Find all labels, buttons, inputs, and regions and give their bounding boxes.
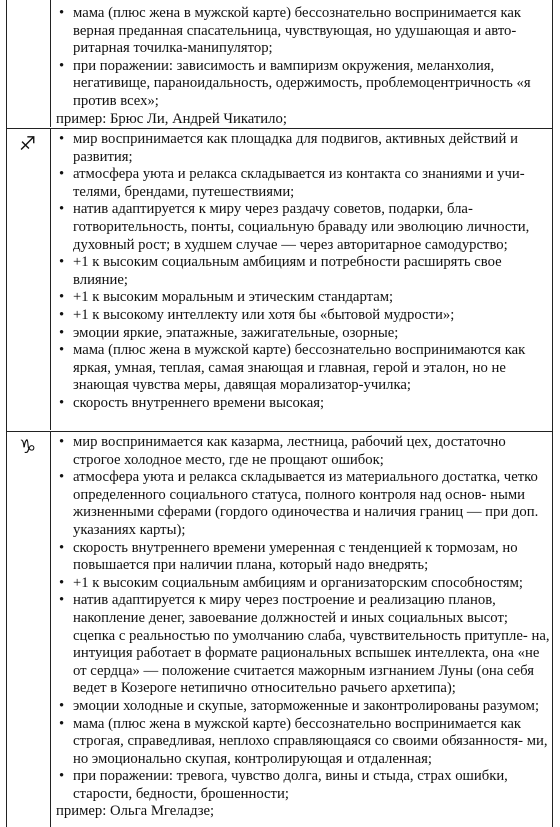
content-cell: [58, 5, 551, 128]
list-item: • мир воспринимается как площадка для подвигов, активных действий и развития;: [59, 131, 518, 165]
content-cell: [58, 131, 551, 413]
bullet-icon: •: [59, 131, 65, 147]
bullet-icon: •: [59, 289, 65, 306]
bullet-icon: •: [59, 166, 65, 183]
list-item: • эмоции холодные и скупые, заторможенные и законтролированы разумом;: [59, 697, 540, 714]
bullet-icon: •: [59, 574, 65, 591]
document-page: [6, 0, 553, 827]
bullet-icon: •: [59, 324, 65, 341]
list-item: • эмоции яркие, эпатажные, зажигательные, озорные;: [59, 324, 399, 341]
list-item: • натив адаптируется к миру через построение и реализацию планов, накопление денег, завоевание должностей и иных социальных высот; сцепка с реальностью по умолчанию слаба, чувствительность притупле- на, интуиция работает в формате рациональных вспышек интеллекта, она «не от сердца» — положение считается мажорным изгнанием Луны (она себя ведет в Козероге нетипично относительно рачьего архетипа);: [59, 592, 550, 697]
bullet-icon: •: [59, 306, 65, 323]
bullet-icon: •: [59, 539, 65, 556]
table-row-continuation: [6, 0, 553, 127]
list-item: • +1 к высоким социальным амбициям и организаторским способностям;: [59, 574, 523, 591]
list-item: • мир воспринимается как казарма, лестница, рабочий цех, достаточно строгое холодное место, где не прощают ошибок;: [59, 434, 506, 468]
table-row-sagittarius: [6, 129, 553, 430]
list-item: • мама (плюс жена в мужской карте) бессознательно воспринимается как строгая, справедливая, неплохо справляющаяся со своими обязанностя- ми, но эмоционально скупая, контролирующая и отдаленная;: [59, 715, 548, 767]
list-item: • мама (плюс жена в мужской карте) бессознательно воспринимаются как яркая, умная, теплая, самая знающая и главная, герой и эталон, но не знающая чувства меры, давящая морализатор-училка;: [59, 342, 526, 394]
list-item: • при поражении: зависимость и вампиризм окружения, меланхолия, негативище, параноидальность, одержимость, проблемоцентричность «я против всех»;: [59, 57, 531, 109]
list-item: • скорость внутреннего времени высокая;: [59, 394, 325, 411]
list-item: • атмосфера уюта и релакса складывается из материального достатка, четко определенного социального статуса, полного контроля над основ- ными жизненными сферами (гордого одиночества и наличия границ — при доп. указаниях карты);: [59, 469, 539, 538]
list-item: • +1 к высокому интеллекту или хотя бы «бытовой мудрости»;: [59, 306, 455, 323]
bullet-icon: •: [59, 5, 65, 21]
list-item: • при поражении: тревога, чувство долга, вины и стыда, страх ошибки, старости, бедности, брошенности;: [59, 768, 508, 802]
bullet-icon: •: [59, 768, 65, 785]
bullet-icon: •: [59, 715, 65, 732]
capricorn-icon: ♑: [19, 436, 37, 458]
example-line: пример: Брюс Ли, Андрей Чикатило;: [56, 110, 287, 127]
symbol-cell: [6, 432, 51, 827]
content-cell: [58, 434, 551, 821]
bullet-icon: •: [59, 57, 65, 74]
bullet-icon: •: [59, 469, 65, 486]
bullet-icon: •: [59, 254, 65, 271]
symbol-cell: [6, 0, 51, 127]
symbol-cell: [6, 129, 51, 430]
bullet-icon: •: [59, 342, 65, 359]
list-item: • атмосфера уюта и релакса складывается из контакта со знаниями и учи- телями, брендами, путешествиями;: [59, 166, 525, 200]
list-item: • +1 к высоким социальным амбициям и потребности расширять свое влияние;: [59, 254, 502, 288]
list-item: • скорость внутреннего времени умеренная с тенденцией к тормозам, но повышается при наличии плана, который надо внедрять;: [59, 539, 518, 574]
example-line: пример: Ольга Мгеладзе;: [56, 803, 215, 820]
list-item: • мама (плюс жена в мужской карте) бессознательно воспринимается как верная преданная спасательница, чувствующая, но удушающая и авто- ритарная точилка-манипулятор;: [59, 5, 522, 57]
bullet-icon: •: [59, 592, 65, 609]
bullet-icon: •: [59, 697, 65, 714]
bullet-icon: •: [59, 201, 65, 218]
list-item: • натив адаптируется к миру через раздачу советов, подарки, бла- готворительность, понты, социальную браваду или эволюцию личности, духовный рост; в худшем случае — через авторитарное самодурство;: [59, 201, 530, 253]
bullet-icon: •: [59, 434, 65, 450]
list-item: • +1 к высоким моральным и этическим стандартам;: [59, 289, 394, 306]
table-row-capricorn: [6, 432, 553, 827]
bullet-icon: •: [59, 394, 65, 411]
sagittarius-icon: ♐: [19, 133, 37, 155]
